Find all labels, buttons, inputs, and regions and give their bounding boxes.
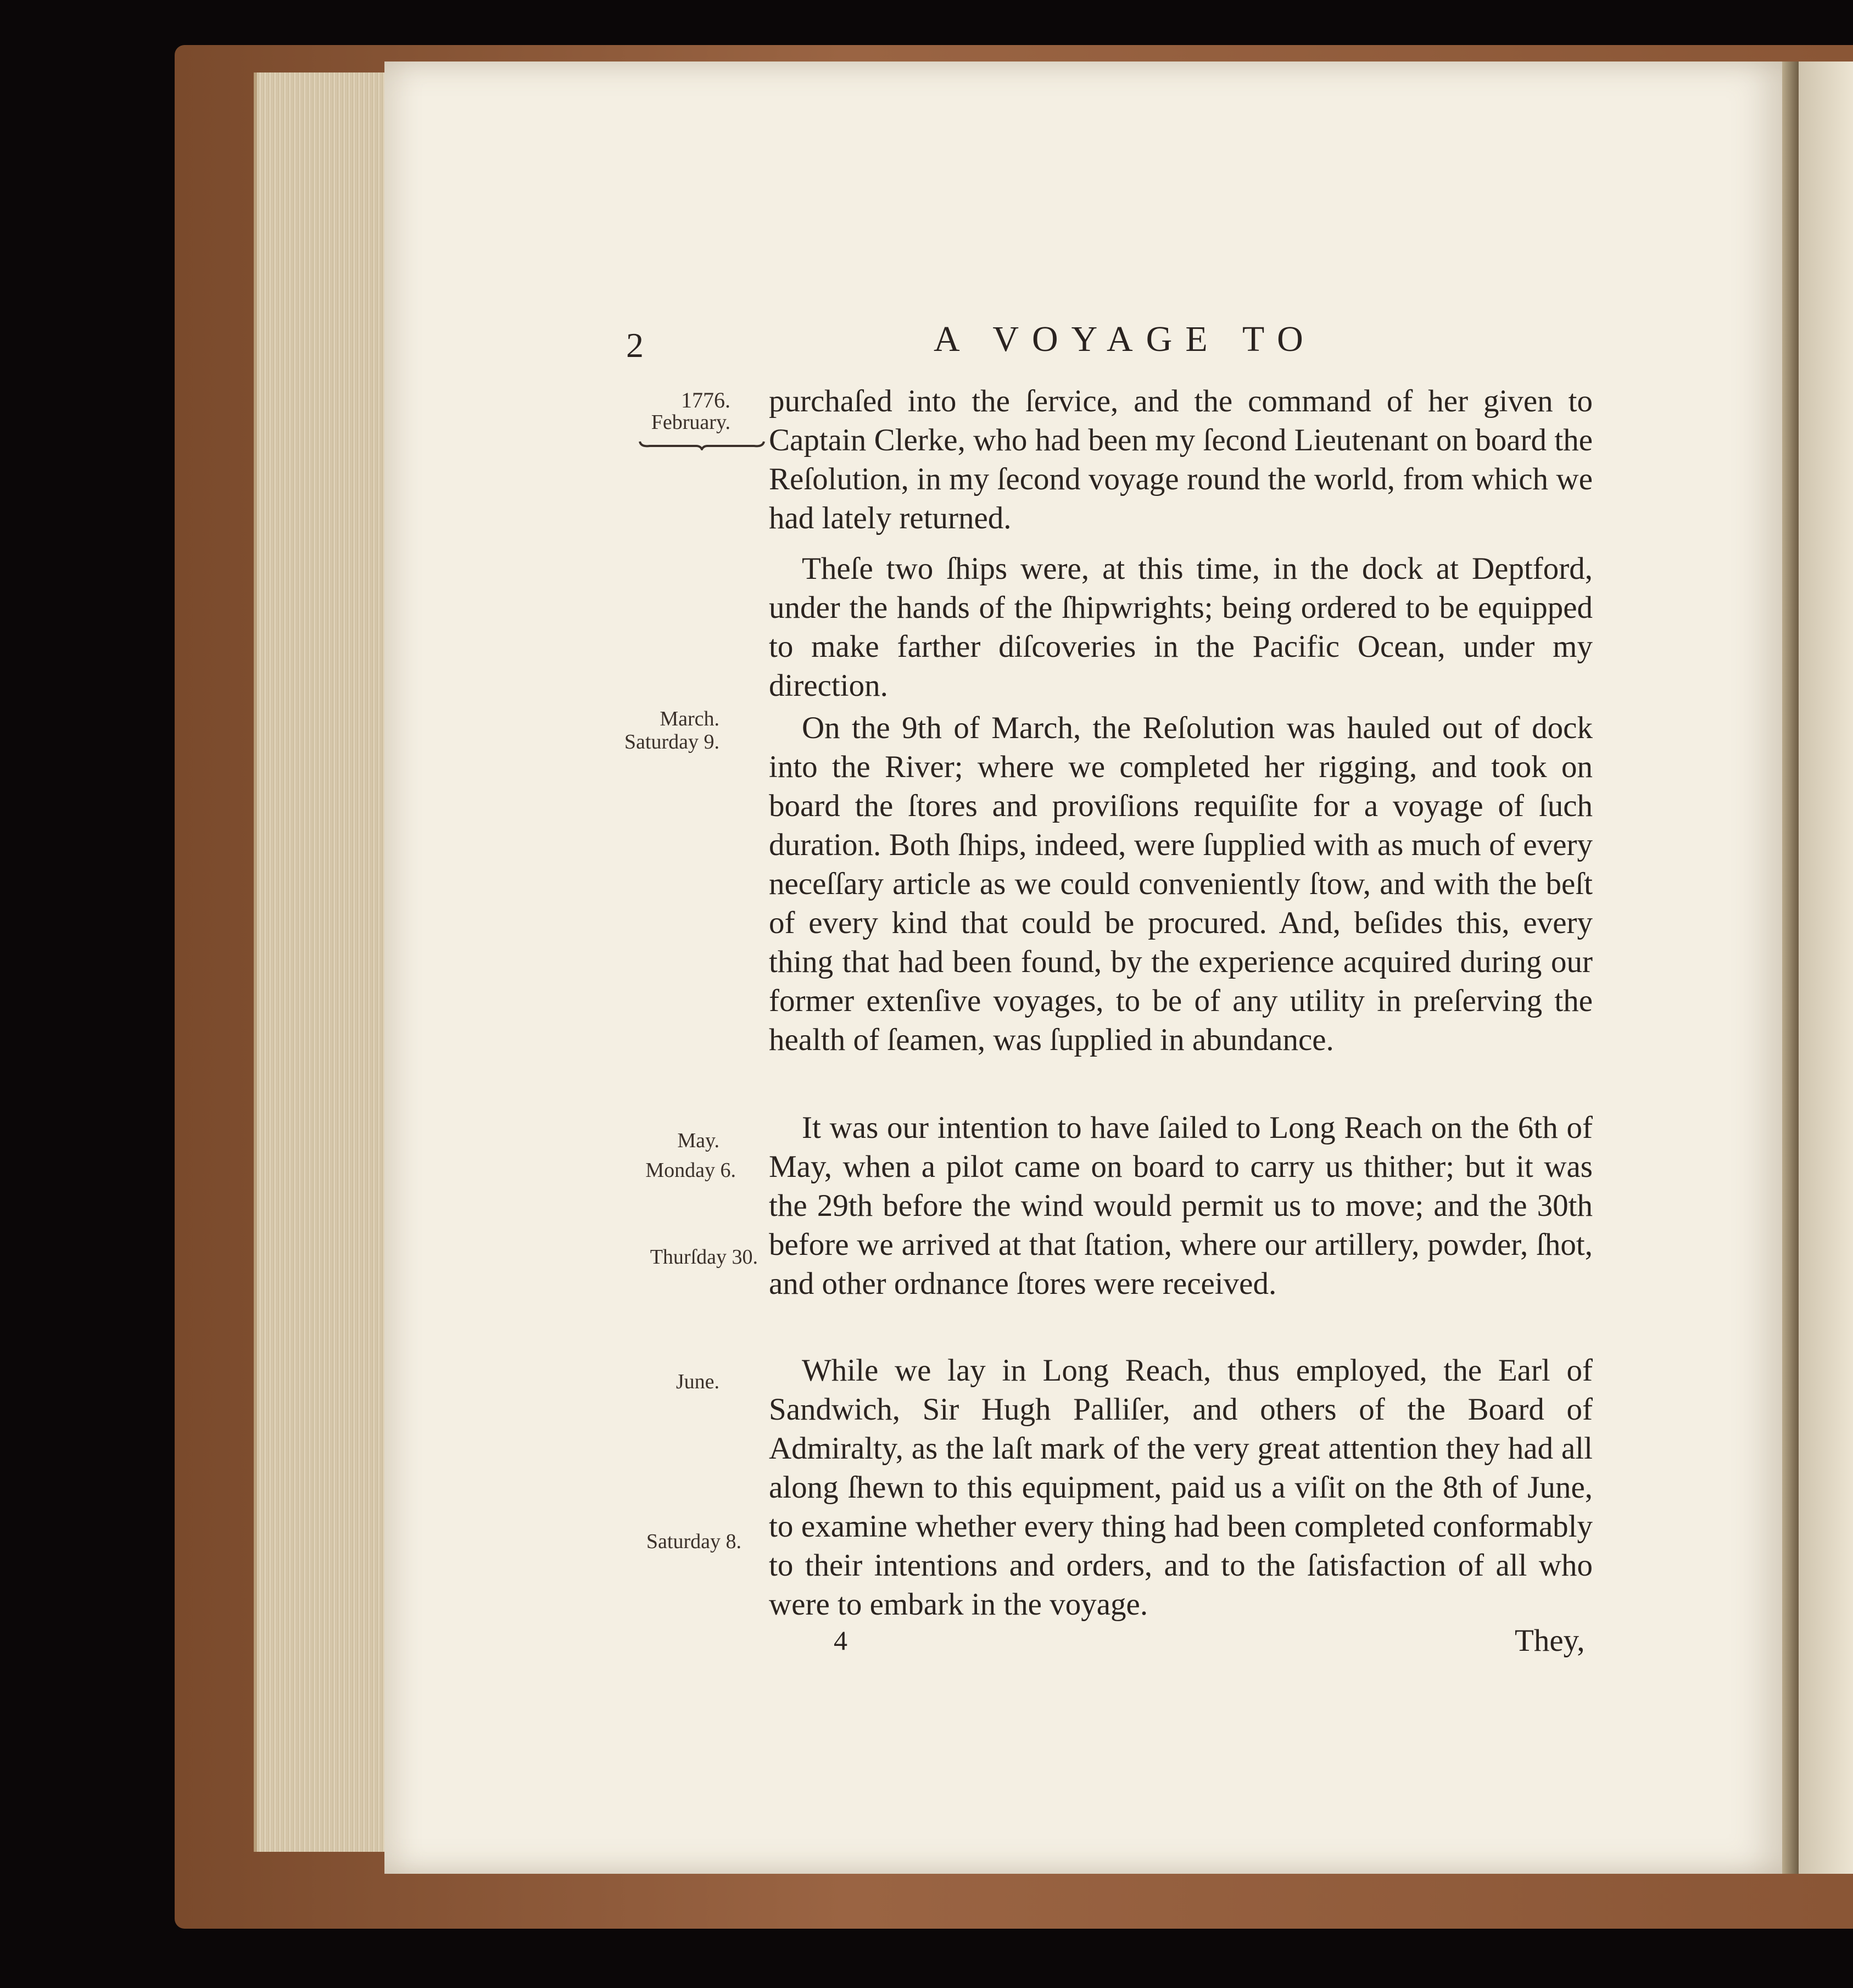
paragraph-4: It was our intention to have ſailed to Long Reach on the 6th of May, when a pilot came on board to carry us thither; but it was the 29th before the wind would permit us to move; and the 30th before we arrived at that ſtation, where our artillery, powder, ſhot, and other ordnance ſtores were received. [769,1110,1593,1301]
paragraph-5: While we lay in Long Reach, thus employed, the Earl of Sandwich, Sir Hugh Palliſer, and others of the Board of Admiralty, as the laſt mark of the very great attention they had all along ſhewn to this equipment, paid us a viſit on the 8th of June, to examine whether every thing had been completed conformably to their intentions and orders, and to the ſatisfaction of all who were to embark in the voyage. [769,1353,1593,1622]
margin-note-june: June. [676,1370,719,1393]
facing-page-edge [1799,62,1853,1874]
page-edges [254,72,389,1852]
margin-note-march: March. [660,707,719,730]
margin-note-saturday-8: Saturday 8. [646,1530,741,1553]
running-head: A VOYAGE TO [934,319,1316,359]
paragraph-3: On the 9th of March, the Reſolution was hauled out of dock into the River; where we completed her rigging, and took on board the ſtores and proviſions requiſite for a voyage of ſuch duration. Both ſhips, indeed, were ſupplied with as much of every neceſſary article as we could conveniently ſtow, and with the beſt of every kind that could be procured. And, beſides this, every thing that had been found, by the experience acquired during our former extenſive voyages, to be of any utility in preſerving the health of ſeamen, was ſupplied in abundance. [769,711,1593,1057]
margin-note-year: 1776. [681,388,730,412]
page-number: 2 [626,326,644,365]
margin-note-thursday-30: Thurſday 30. [650,1246,758,1269]
margin-note-monday-6: Monday 6. [645,1159,736,1182]
paragraph-2: Theſe two ſhips were, at this time, in the dock at Deptford, under the hands of the ſhipwrights; being ordered to be equipped to make farther diſcoveries in the Pacific Ocean, under my direction. [769,551,1593,703]
marginal-brace [639,439,765,450]
catchword: They, [1515,1623,1585,1658]
margin-note-saturday-9: Saturday 9. [624,730,719,753]
signature-mark: 4 [834,1625,847,1656]
gutter-shadow [1782,62,1799,1874]
margin-note-february: February. [651,411,730,434]
margin-note-may: May. [677,1129,719,1152]
paragraph-1: purchaſed into the ſervice, and the command of her given to Captain Clerke, who had been my ſecond Lieutenant on board the Reſolution, in my ſecond voyage round the world, from which we had lately returned. [769,384,1593,535]
